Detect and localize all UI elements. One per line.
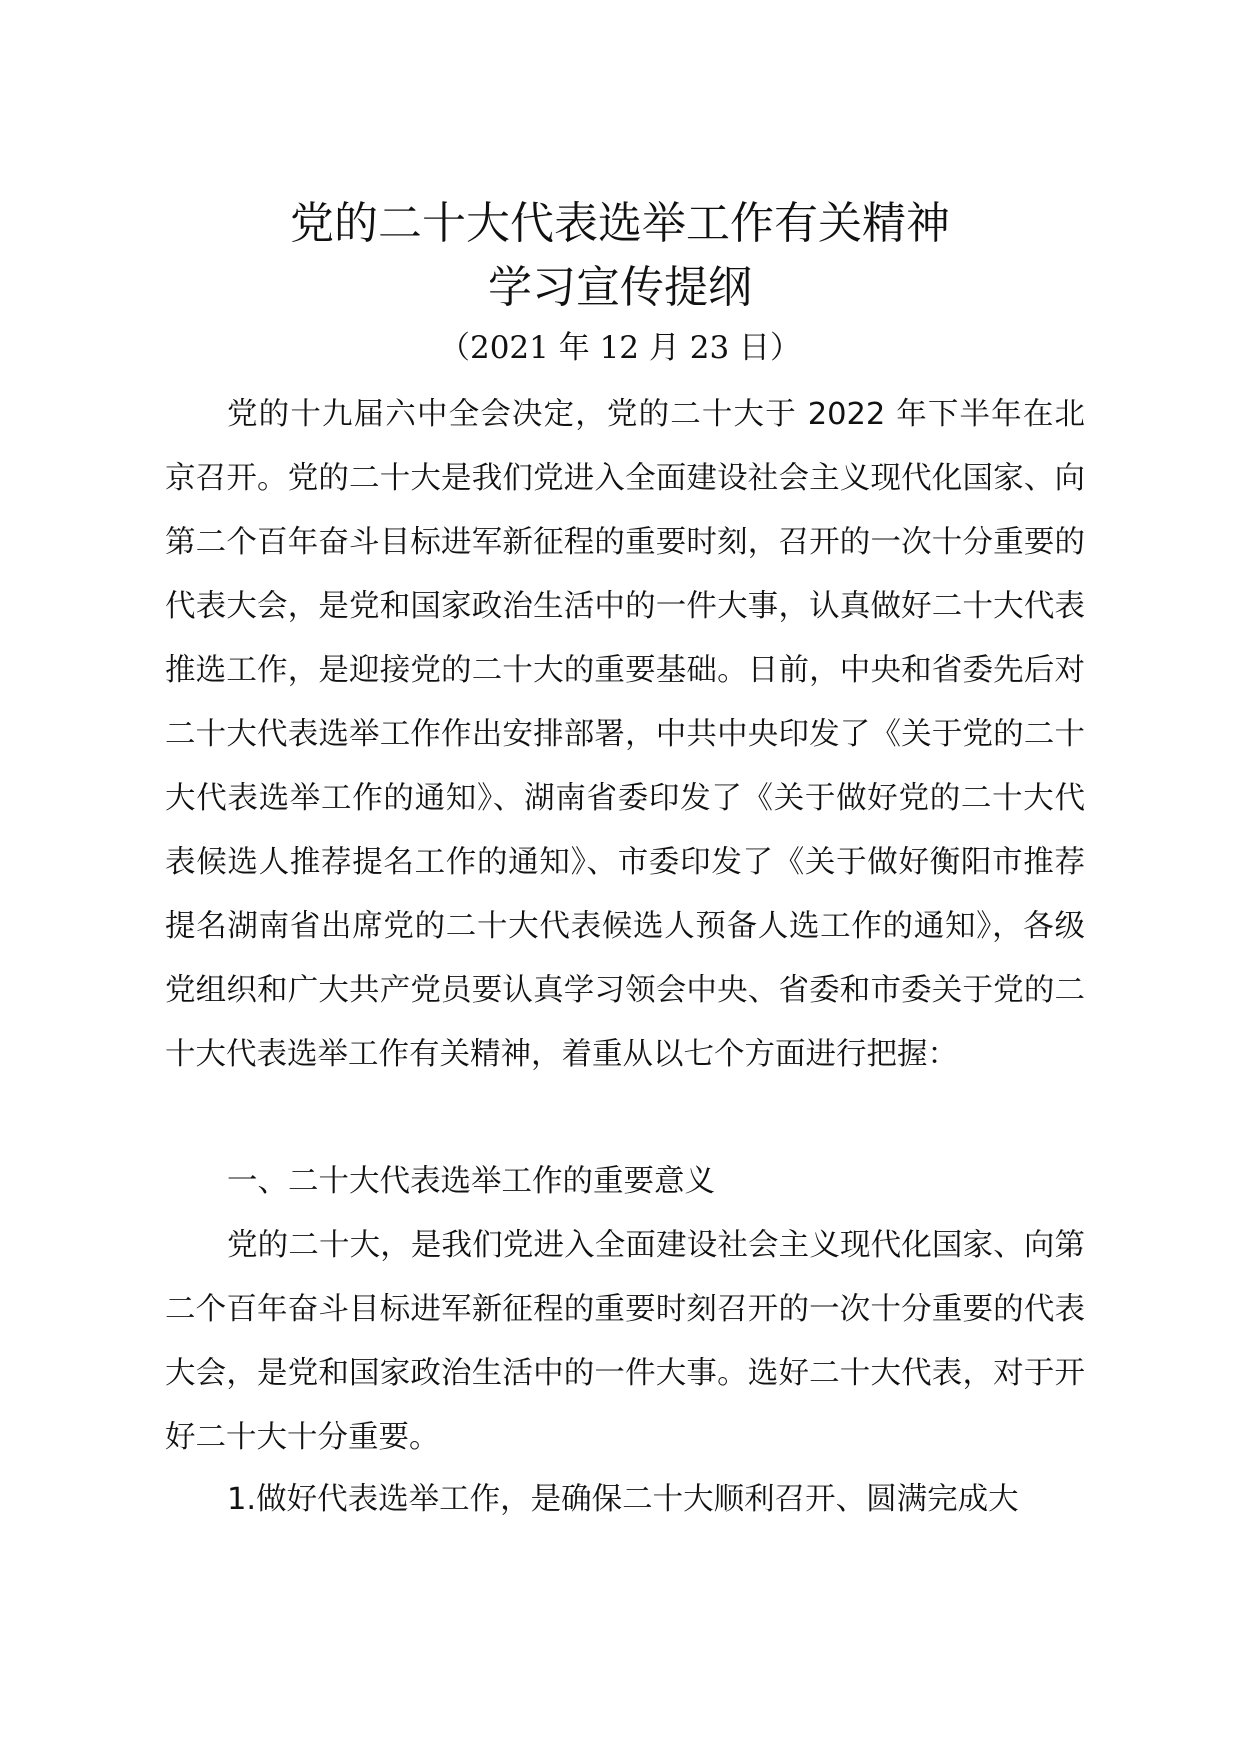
section1-item1: 1.做好代表选举工作，是确保二十大顺利召开、圆满完成大 bbox=[227, 1482, 1019, 1517]
section1-paragraph: 党的二十大，是我们党进入全面建设社会主义现代化国家、向第二个百年奋斗目标进军新征程的重要时刻召开的一次十分重要的代表大会，是党和国家政治生活中的一件大事。选好二十大代表，对于开好二十大十分重要。 bbox=[165, 1228, 1085, 1455]
intro-paragraph: 党的十九届六中全会决定，党的二十大于 2022 年下半年在北京召开。党的二十大是我们党进入全面建设社会主义现代化国家、向第二个百年奋斗目标进军新征程的重要时刻，召开的一次十分重要的代表大会，是党和国家政治生活中的一件大事，认真做好二十大代表推选工作，是迎接党的二十大的重要基础。日前，中央和省委先后对二十大代表选举工作作出安排部署，中共中央印发了《关于党的二十大代表选举工作的通知》、湖南省委印发了《关于做好党的二十大代表候选人推荐提名工作的通知》、市委印发了《关于做好衡阳市推荐提名湖南省出席党的二十大代表候选人预备人选工作的通知》，各级党组织和广大共产党员要认真学习领会中央、省委和市委关于党的二十大代表选举工作有关精神，着重从以七个方面进行把握： bbox=[165, 397, 1085, 1072]
document-date: （2021 年 12 月 23 日） bbox=[438, 330, 802, 366]
document-title-line2: 学习宣传提纲 bbox=[488, 262, 752, 313]
section-heading-1: 一、二十大代表选举工作的重要意义 bbox=[227, 1164, 715, 1199]
document-title-line1: 党的二十大代表选举工作有关精神 bbox=[290, 198, 950, 249]
